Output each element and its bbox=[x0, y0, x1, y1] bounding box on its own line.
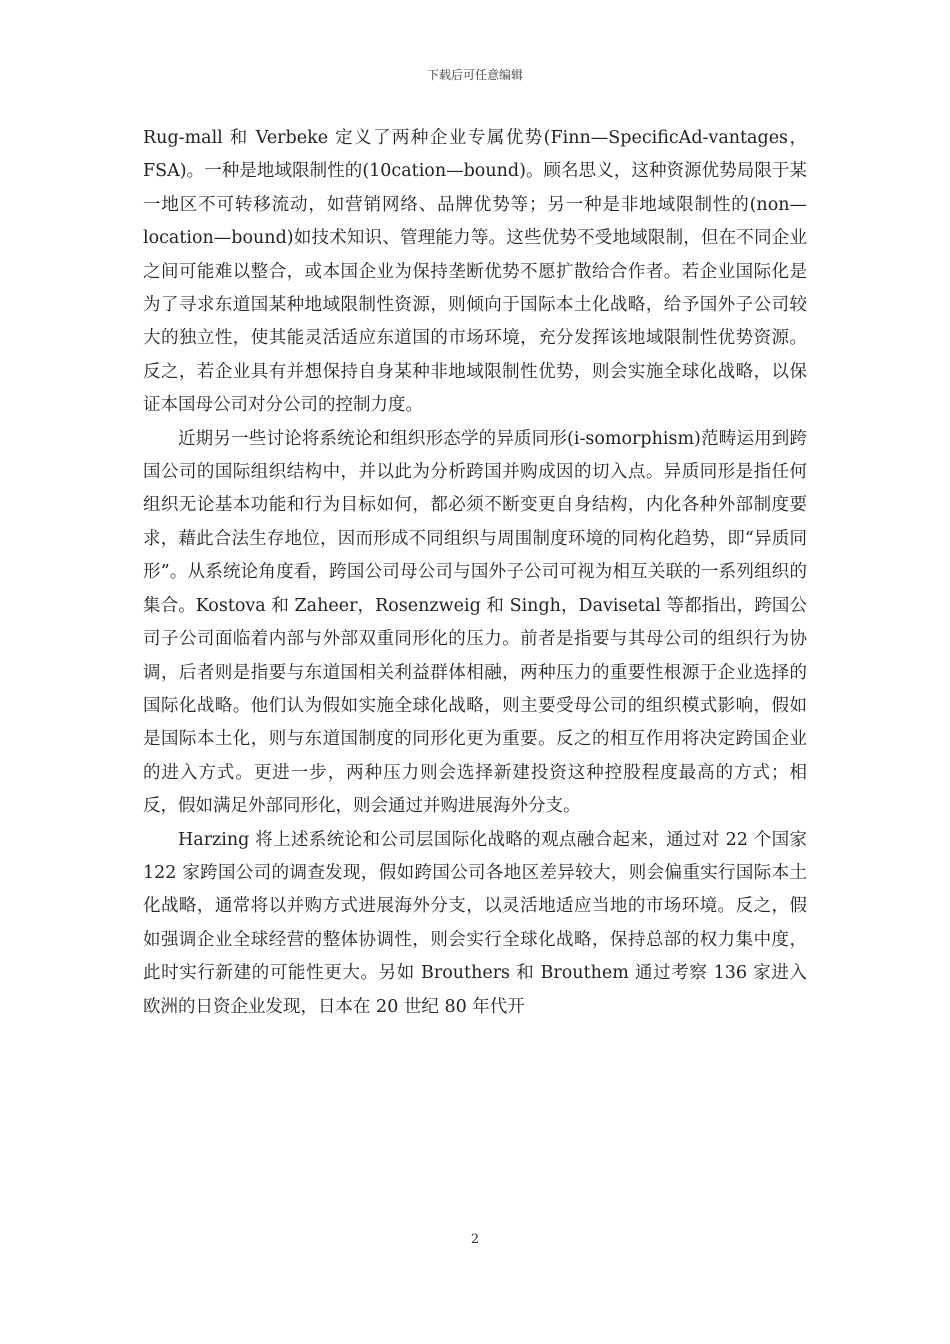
paragraph-1: Rug-mall 和 Verbeke 定义了两种企业专属优势(Finn—SpecificAd-vantages，FSA)。一种是地域限制性的(10cation—bound)。顾名思义，这种资源优势局限于某一地区不可转移流动，如营销网络、品牌优势等；另一种是非地域限制性的(non—location—bound)如技术知识、管理能力等。这些优势不受地域限制，但在不同企业之间可能难以整合，或本国企业为保持垄断优势不愿扩散给合作者。若企业国际化是为了寻求东道国某种地域限制性资源，则倾向于国际本土化战略，给予国外子公司较大的独立性，使其能灵活适应东道国的市场环境，充分发挥该地域限制性优势资源。反之，若企业具有并想保持自身某种非地域限制性优势，则会实施全球化战略，以保证本国母公司对分公司的控制力度。 bbox=[143, 128, 807, 416]
page-header: 下载后可任意编辑 bbox=[426, 68, 523, 82]
page-number: 2 bbox=[470, 1232, 480, 1247]
paragraph-3: Harzing 将上述系统论和公司层国际化战略的观点融合起来，通过对 22 个国家 122 家跨国公司的调查发现，假如跨国公司各地区差异较大，则会偏重实行国际本土化战略，通常将以并购方式进展海外分支，以灵活地适应当地的市场环境。反之，假如强调企业全球经营的整体协调性，则会实行全球化战略，保持总部的权力集中度，此时实行新建的可能性更大。另如 Brouthers 和 Brouthem 通过考察 136 家进入欧洲的日资企业发现，日本在 20 世纪 80 年代开 bbox=[143, 829, 807, 1017]
document-body bbox=[143, 122, 807, 1024]
paragraph-2: 近期另一些讨论将系统论和组织形态学的异质同形(i-somorphism)范畴运用到跨国公司的国际组织结构中，并以此为分析跨国并购成因的切入点。异质同形是指任何组织无论基本功能和行为目标如何，都必须不断变更自身结构，内化各种外部制度要求，藉此合法生存地位，因而形成不同组织与周围制度环境的同构化趋势，即“异质同形”。从系统论角度看，跨国公司母公司与国外子公司可视为相互关联的一系列组织的集合。Kostova 和 Zaheer，Rosenzweig 和 Singh，Davisetal 等都指出，跨国公司子公司面临着内部与外部双重同形化的压力。前者是指要与其母公司的组织行为协调，后者则是指要与东道国相关利益群体相融，两种压力的重要性根源于企业选择的国际化战略。他们认为假如实施全球化战略，则主要受母公司的组织模式影响，假如是国际本土化，则与东道国制度的同形化更为重要。反之的相互作用将决定跨国企业的进入方式。更进一步，两种压力则会选择新建投资这种控股程度最高的方式；相反，假如满足外部同形化，则会通过并购进展海外分支。 bbox=[143, 428, 807, 817]
